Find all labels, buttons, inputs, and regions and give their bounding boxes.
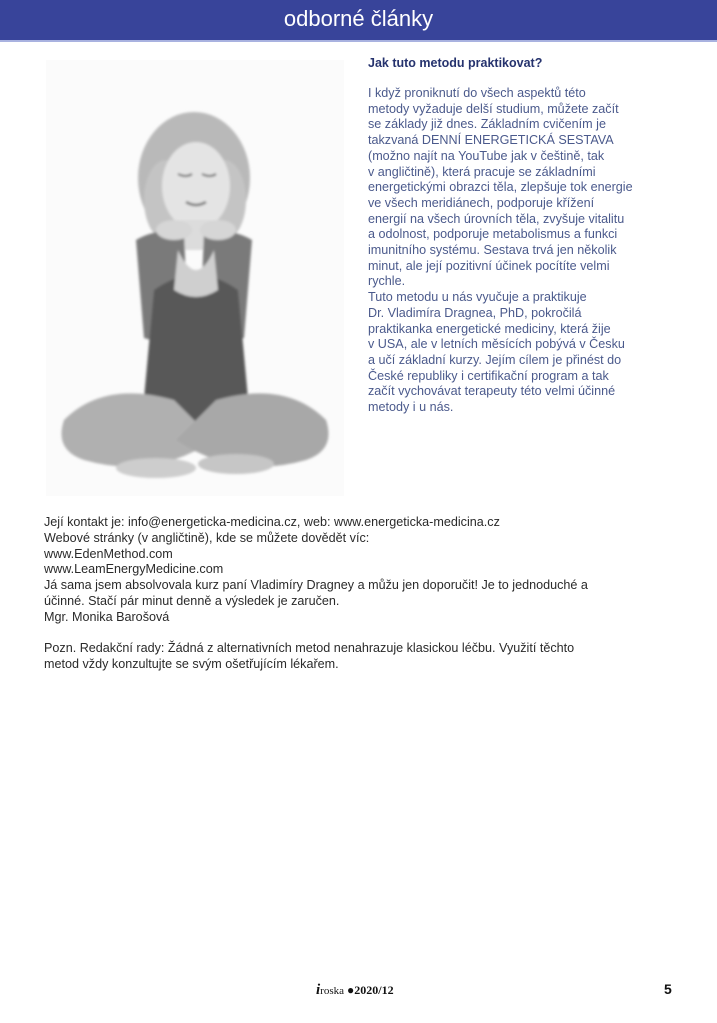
article-line: imunitního systému. Sestava trvá jen několik <box>368 243 617 258</box>
article-line: Dr. Vladimíra Dragnea, PhD, pokročilá <box>368 305 582 320</box>
article-line: energií na všech úrovních těla, zvyšuje vitalitu <box>368 211 625 226</box>
article-body <box>368 86 688 416</box>
bullet-separator: ● <box>347 983 355 997</box>
publication-logo-i: i <box>316 982 321 998</box>
article-line: minut, ale její pozitivní účinek pocítíte velmi <box>368 258 610 273</box>
spacer <box>44 626 694 642</box>
section-title: odborné články <box>283 6 434 31</box>
article-line: takzvaná DENNÍ ENERGETICKÁ SESTAVA <box>368 133 614 148</box>
website-link-learn[interactable]: www.LeamEnergyMedicine.com <box>44 562 224 577</box>
publication-footer <box>316 982 394 999</box>
websites-intro: Webové stránky (v angličtině), kde se můžete dovědět víc: <box>44 530 370 545</box>
editorial-note-line: metod vždy konzultujte se svým ošetřujícím lékařem. <box>44 657 339 672</box>
article-line: praktikanka energetické mediciny, která žije <box>368 321 611 336</box>
article-line: začít vychovávat terapeuty této velmi účinné <box>368 384 616 399</box>
contact-section <box>44 515 694 673</box>
testimonial-line: Já sama jsem absolvovala kurz paní Vladimíry Dragney a můžu jen doporučit! Je to jednoduché a <box>44 578 588 593</box>
article-line: metody i u nás. <box>368 400 454 415</box>
article-line: rychle. <box>368 274 406 289</box>
woman-meditating-photo <box>46 60 344 496</box>
article-heading: Jak tuto metodu praktikovat? <box>368 56 543 70</box>
article-line: a učí základní kurzy. Jejím cílem je přinést do <box>368 352 622 367</box>
article-line: I když proniknutí do všech aspektů této <box>368 86 586 100</box>
article-line: ve všech meridiánech, podporuje křížení <box>368 195 595 210</box>
article-line: metody vyžaduje delší studium, můžete začít <box>368 101 619 116</box>
issue-number: 2020/12 <box>354 983 394 997</box>
article-line: a odolnost, podporuje metabolismus a funkci <box>368 227 618 242</box>
article-photo <box>46 60 344 496</box>
article-line: České republiky i certifikační program a tak <box>368 368 609 383</box>
publication-logo-text: roska <box>320 985 344 997</box>
author-name: Mgr. Monika Barošová <box>44 609 170 624</box>
article-line: v USA, ale v letních měsících pobývá v Česku <box>368 337 625 352</box>
website-link-eden[interactable]: www.EdenMethod.com <box>44 546 173 561</box>
article-column <box>368 56 688 416</box>
article-line: Tuto metodu u nás vyučuje a praktikuje <box>368 290 587 305</box>
editorial-note-line: Pozn. Redakční rady: Žádná z alternativních metod nenahrazuje klasickou léčbu. Využití těchto <box>44 641 575 656</box>
page-number: 5 <box>664 981 672 997</box>
article-line: (možno najít na YouTube jak v češtině, tak <box>368 148 605 163</box>
article-line: v angličtině), která pracuje se základními <box>368 164 596 179</box>
testimonial-line: účinné. Stačí pár minut denně a výsledek je zaručen. <box>44 593 340 608</box>
contact-line: Její kontakt je: info@energeticka-medicina.cz, web: www.energeticka-medicina.cz <box>44 515 500 529</box>
article-line: se základy již dnes. Základním cvičením je <box>368 117 606 132</box>
article-line: energetickými obrazci těla, zlepšuje tok energie <box>368 180 633 195</box>
section-header <box>0 0 717 42</box>
